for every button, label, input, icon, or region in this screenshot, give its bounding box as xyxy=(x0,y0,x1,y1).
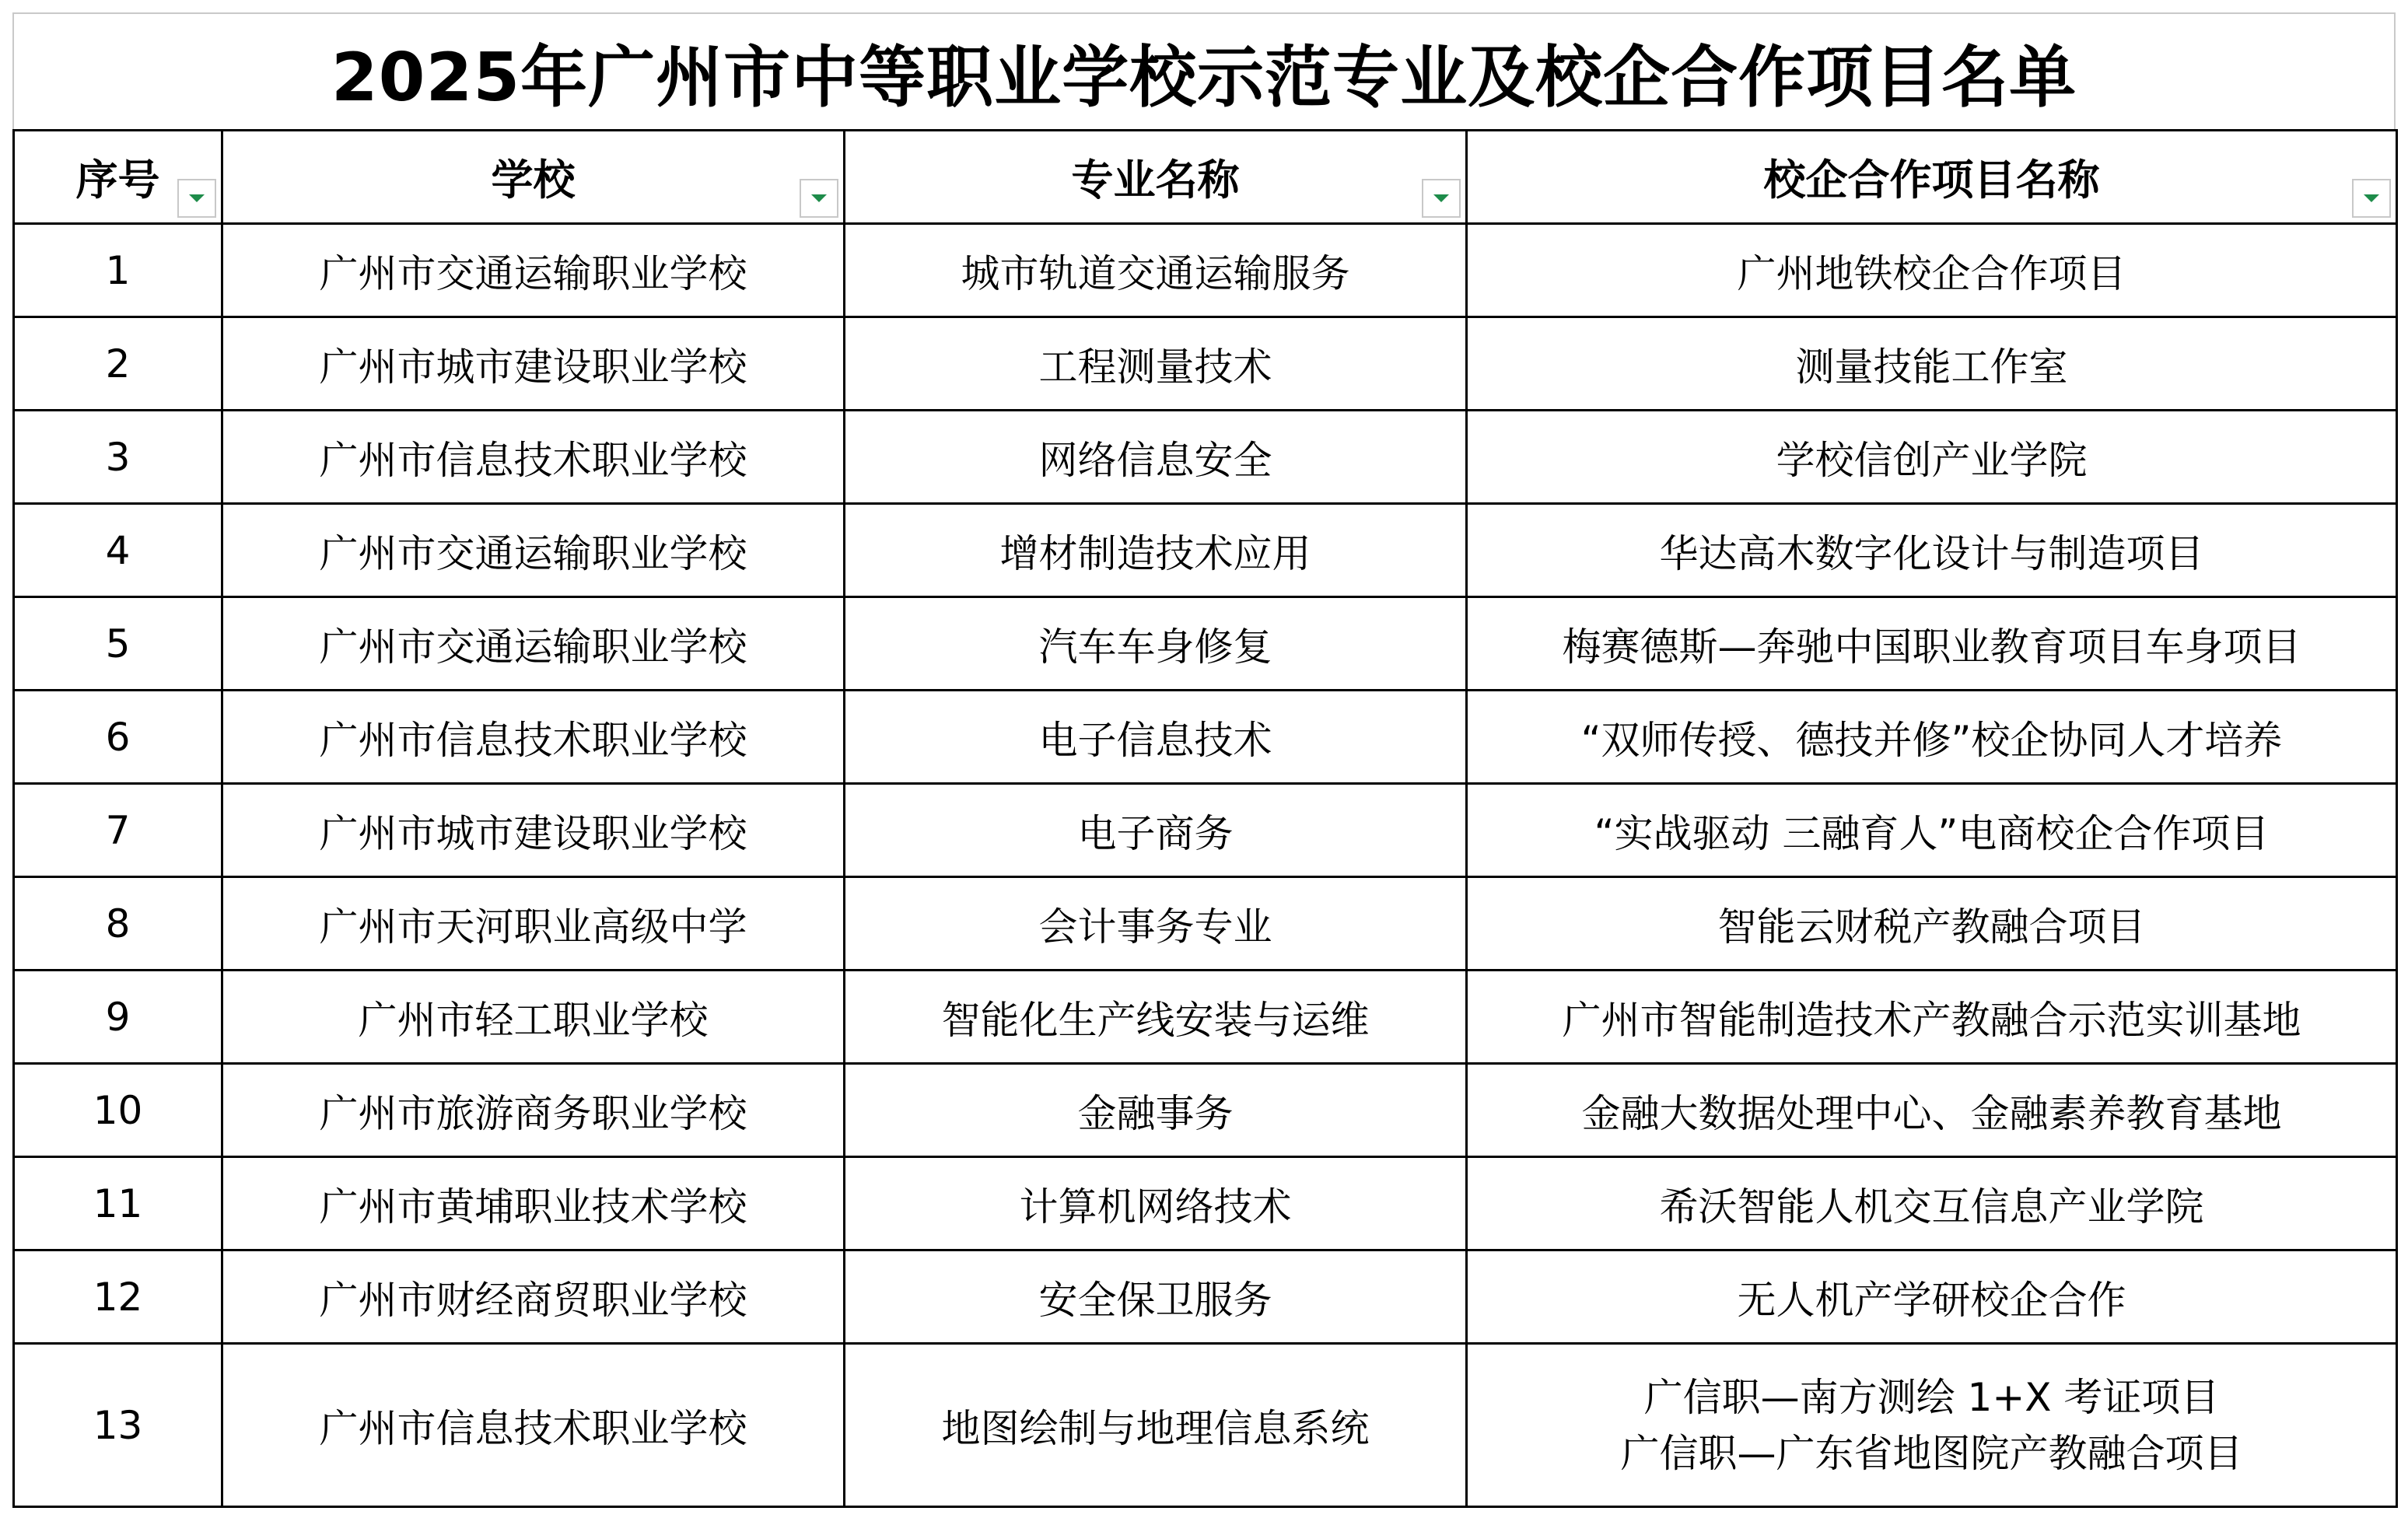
table-row xyxy=(14,597,2397,691)
cell-school[interactable]: 广州市财经商贸职业学校 xyxy=(222,1250,845,1344)
project-table xyxy=(12,129,2398,1508)
cell-project[interactable]: 学校信创产业学院 xyxy=(1467,411,2397,504)
cell-project-line: 广信职—广东省地图院产教融合项目 xyxy=(1620,1430,2243,1476)
cell-no[interactable]: 7 xyxy=(14,784,222,877)
cell-no[interactable]: 2 xyxy=(14,317,222,411)
cell-project[interactable]: “双师传授、德技并修”校企协同人才培养 xyxy=(1467,691,2397,784)
cell-no[interactable]: 9 xyxy=(14,971,222,1064)
filter-dropdown-no[interactable] xyxy=(177,179,216,218)
cell-no[interactable]: 12 xyxy=(14,1250,222,1344)
table-row xyxy=(14,224,2397,317)
table-row xyxy=(14,1157,2397,1250)
cell-major[interactable]: 汽车车身修复 xyxy=(845,597,1467,691)
table-row xyxy=(14,504,2397,597)
table-row xyxy=(14,411,2397,504)
table-row xyxy=(14,1344,2397,1507)
header-major xyxy=(845,131,1467,224)
cell-school[interactable]: 广州市交通运输职业学校 xyxy=(222,224,845,317)
cell-no[interactable]: 6 xyxy=(14,691,222,784)
cell-project[interactable]: 金融大数据处理中心、金融素养教育基地 xyxy=(1467,1064,2397,1157)
cell-major[interactable]: 安全保卫服务 xyxy=(845,1250,1467,1344)
cell-major[interactable]: 电子商务 xyxy=(845,784,1467,877)
cell-project[interactable]: 测量技能工作室 xyxy=(1467,317,2397,411)
header-no-label: 序号 xyxy=(75,156,160,205)
header-no xyxy=(14,131,222,224)
cell-project[interactable]: “实战驱动 三融育人”电商校企合作项目 xyxy=(1467,784,2397,877)
cell-major[interactable]: 工程测量技术 xyxy=(845,317,1467,411)
cell-project[interactable]: 华达高木数字化设计与制造项目 xyxy=(1467,504,2397,597)
cell-no[interactable]: 4 xyxy=(14,504,222,597)
cell-major[interactable]: 城市轨道交通运输服务 xyxy=(845,224,1467,317)
header-project-label: 校企合作项目名称 xyxy=(1763,156,2100,205)
table-row xyxy=(14,784,2397,877)
cell-school[interactable]: 广州市交通运输职业学校 xyxy=(222,597,845,691)
cell-major[interactable]: 地图绘制与地理信息系统 xyxy=(845,1344,1467,1507)
cell-no[interactable]: 8 xyxy=(14,877,222,971)
cell-no[interactable]: 11 xyxy=(14,1157,222,1250)
cell-school[interactable]: 广州市黄埔职业技术学校 xyxy=(222,1157,845,1250)
cell-school[interactable]: 广州市城市建设职业学校 xyxy=(222,317,845,411)
cell-major[interactable]: 计算机网络技术 xyxy=(845,1157,1467,1250)
cell-major[interactable]: 会计事务专业 xyxy=(845,877,1467,971)
table-row xyxy=(14,1250,2397,1344)
cell-major[interactable]: 增材制造技术应用 xyxy=(845,504,1467,597)
table-row xyxy=(14,1064,2397,1157)
cell-no[interactable]: 5 xyxy=(14,597,222,691)
header-row xyxy=(14,131,2397,224)
cell-major[interactable]: 网络信息安全 xyxy=(845,411,1467,504)
table-row xyxy=(14,317,2397,411)
chevron-down-icon xyxy=(810,193,828,204)
sheet-title: 2025年广州市中等职业学校示范专业及校企合作项目名单 xyxy=(12,12,2396,129)
header-major-label: 专业名称 xyxy=(1071,156,1240,205)
cell-project[interactable]: 梅赛德斯—奔驰中国职业教育项目车身项目 xyxy=(1467,597,2397,691)
header-project xyxy=(1467,131,2397,224)
cell-project[interactable]: 广州地铁校企合作项目 xyxy=(1467,224,2397,317)
cell-school[interactable]: 广州市交通运输职业学校 xyxy=(222,504,845,597)
cell-school[interactable]: 广州市城市建设职业学校 xyxy=(222,784,845,877)
table-row xyxy=(14,877,2397,971)
chevron-down-icon xyxy=(187,193,206,204)
cell-school[interactable]: 广州市信息技术职业学校 xyxy=(222,691,845,784)
cell-project[interactable]: 希沃智能人机交互信息产业学院 xyxy=(1467,1157,2397,1250)
cell-project[interactable]: 广州市智能制造技术产教融合示范实训基地 xyxy=(1467,971,2397,1064)
cell-school[interactable]: 广州市信息技术职业学校 xyxy=(222,411,845,504)
filter-dropdown-major[interactable] xyxy=(1422,179,1461,218)
cell-no[interactable]: 1 xyxy=(14,224,222,317)
table-row xyxy=(14,971,2397,1064)
filter-dropdown-school[interactable] xyxy=(800,179,838,218)
cell-major[interactable]: 金融事务 xyxy=(845,1064,1467,1157)
cell-major[interactable]: 智能化生产线安装与运维 xyxy=(845,971,1467,1064)
chevron-down-icon xyxy=(2362,193,2381,204)
cell-no[interactable]: 3 xyxy=(14,411,222,504)
cell-no[interactable]: 10 xyxy=(14,1064,222,1157)
chevron-down-icon xyxy=(1432,193,1451,204)
header-school xyxy=(222,131,845,224)
cell-major[interactable]: 电子信息技术 xyxy=(845,691,1467,784)
cell-project[interactable] xyxy=(1467,1344,2397,1507)
cell-project[interactable]: 智能云财税产教融合项目 xyxy=(1467,877,2397,971)
table-row xyxy=(14,691,2397,784)
spreadsheet xyxy=(12,12,2396,1508)
cell-school[interactable]: 广州市轻工职业学校 xyxy=(222,971,845,1064)
cell-school[interactable]: 广州市信息技术职业学校 xyxy=(222,1344,845,1507)
cell-project-line: 广信职—南方测绘 1+X 考证项目 xyxy=(1643,1374,2220,1420)
cell-project[interactable]: 无人机产学研校企合作 xyxy=(1467,1250,2397,1344)
header-school-label: 学校 xyxy=(491,156,576,205)
cell-school[interactable]: 广州市旅游商务职业学校 xyxy=(222,1064,845,1157)
filter-dropdown-project[interactable] xyxy=(2352,179,2391,218)
cell-no[interactable]: 13 xyxy=(14,1344,222,1507)
cell-school[interactable]: 广州市天河职业高级中学 xyxy=(222,877,845,971)
